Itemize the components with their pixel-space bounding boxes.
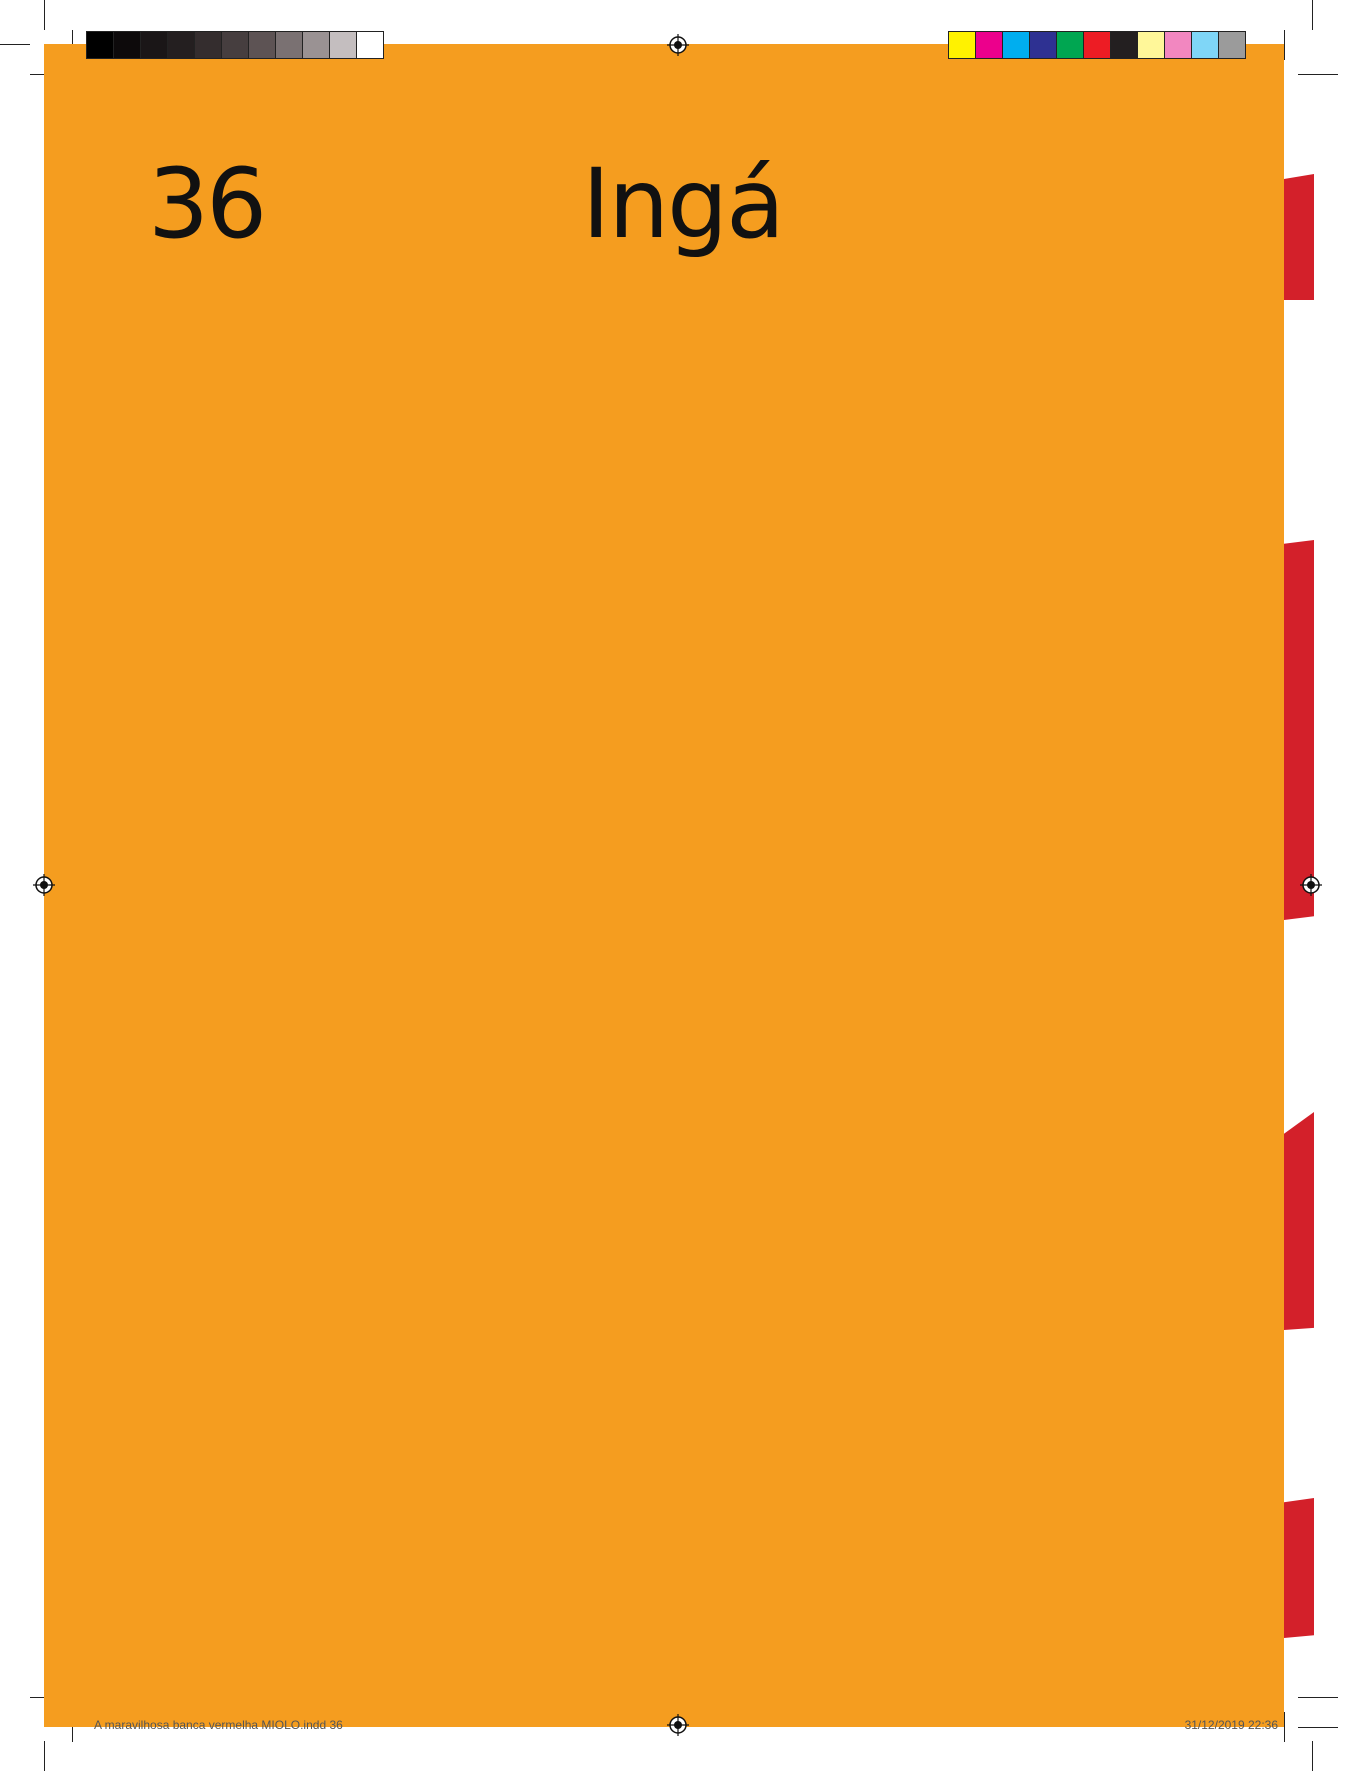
color-swatch-bar [948,31,1245,59]
crop-mark-top-left-v [44,0,45,30]
slug-datetime: 31/12/2019 22:36 [1184,1718,1278,1732]
crop-mark-bottom-right-h2 [1298,1727,1338,1728]
crop-mark-bottom-left-v [44,1741,45,1771]
crop-mark-bottom-right-v [1312,1741,1313,1771]
color-swatch [356,31,384,59]
crop-mark-top-left-h [0,44,30,45]
color-swatch [275,31,303,59]
color-swatch [113,31,141,59]
red-side-tab [1284,540,1314,920]
color-swatch [1029,31,1057,59]
color-swatch [86,31,114,59]
registration-mark-icon [33,874,55,896]
red-side-tab [1284,1112,1314,1330]
crop-mark-top-right-v2 [1284,30,1285,60]
color-swatch [194,31,222,59]
gray-swatch-bar [86,31,383,59]
registration-mark-icon [667,1714,689,1736]
registration-mark-icon [1300,874,1322,896]
red-side-tab [1284,174,1314,300]
color-swatch [1056,31,1084,59]
color-swatch [1164,31,1192,59]
color-swatch [1137,31,1165,59]
color-swatch [302,31,330,59]
color-swatch [167,31,195,59]
slug-filename: A maravilhosa banca vermelha MIOLO.indd 36 [94,1718,343,1732]
color-swatch [248,31,276,59]
crop-mark-bottom-right-h [1298,1697,1338,1698]
color-swatch [1083,31,1111,59]
crop-mark-top-right-h [1298,74,1338,75]
crop-mark-top-left-h2 [30,74,44,75]
color-swatch [948,31,976,59]
chapter-title: Ingá [582,148,783,260]
color-swatch [1110,31,1138,59]
color-swatch [975,31,1003,59]
crop-mark-top-right-v [1312,0,1313,30]
crop-mark-bottom-right-v2 [1284,1712,1285,1742]
color-swatch [1191,31,1219,59]
color-swatch [1002,31,1030,59]
color-swatch [140,31,168,59]
registration-mark-icon [667,34,689,56]
color-swatch [221,31,249,59]
color-swatch [1218,31,1246,59]
page-number: 36 [148,148,265,260]
color-swatch [329,31,357,59]
page-background [44,44,1284,1727]
red-side-tab [1284,1498,1314,1638]
